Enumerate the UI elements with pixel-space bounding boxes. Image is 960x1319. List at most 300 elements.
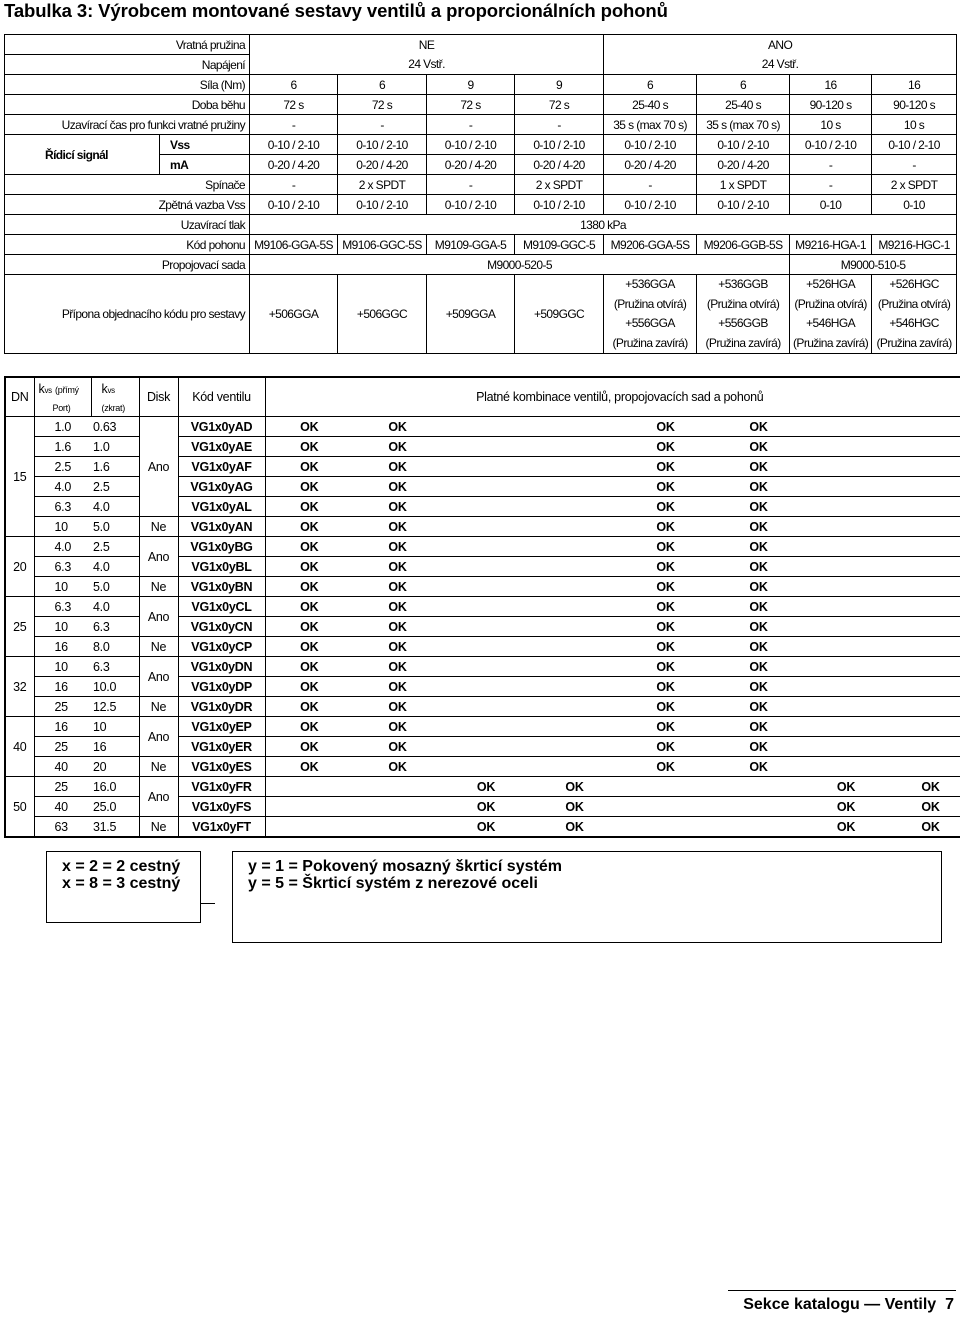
- combo-cell: OK: [265, 637, 353, 657]
- order-suffix-line: +526HGA: [806, 277, 855, 291]
- valve-row: [5, 697, 960, 717]
- close-time-value: 10 s: [872, 115, 957, 135]
- spring-no: NE: [250, 35, 604, 55]
- label-vss: Vss: [160, 135, 250, 155]
- kvs-port-value: 2.5: [34, 457, 91, 477]
- kvs-port-value: 1.0: [34, 417, 91, 437]
- combo-cell: [530, 437, 619, 457]
- combo-cell: [887, 517, 960, 537]
- kvs-bypass-value: 10: [91, 717, 139, 737]
- force-value: 9: [515, 75, 604, 95]
- combo-cell: [530, 457, 619, 477]
- combo-cell: OK: [353, 517, 442, 537]
- valve-code: VG1x0yFR: [178, 777, 265, 797]
- force-value: 9: [427, 75, 515, 95]
- combo-cell: OK: [265, 417, 353, 437]
- combo-cell: OK: [353, 437, 442, 457]
- kvs-bypass-value: 12.5: [91, 697, 139, 717]
- switch-value: 1 x SPDT: [697, 175, 790, 195]
- header-combinations: Platné kombinace ventilů, propojovacích sad a pohonů: [265, 377, 960, 417]
- switch-value: 2 x SPDT: [338, 175, 427, 195]
- combo-cell: [805, 697, 887, 717]
- combo-cell: [805, 417, 887, 437]
- valve-code: VG1x0yAN: [178, 517, 265, 537]
- order-suffix-line: (Pružina otvírá): [613, 296, 687, 311]
- header-valve-code: Kód ventilu: [178, 377, 265, 417]
- header-dn: DN: [5, 377, 34, 417]
- switch-value: -: [790, 175, 872, 195]
- combo-cell: OK: [353, 717, 442, 737]
- combo-cell: OK: [265, 537, 353, 557]
- close-time-value: -: [427, 115, 515, 135]
- combo-cell: [805, 657, 887, 677]
- order-suffix-line: (Pružina zavírá): [876, 335, 952, 350]
- switch-value: -: [427, 175, 515, 195]
- order-suffix-multi: [790, 275, 872, 354]
- kvs-bypass-value: 20: [91, 757, 139, 777]
- actuator-spec-table: [4, 34, 957, 354]
- combo-cell: [887, 457, 960, 477]
- combo-cell: OK: [442, 797, 530, 817]
- combo-cell: [442, 637, 530, 657]
- kvs-port-value: 6.3: [34, 557, 91, 577]
- combo-cell: OK: [619, 617, 712, 637]
- combo-cell: [619, 777, 712, 797]
- spec-row: [5, 35, 957, 55]
- kvs-k: k: [38, 382, 45, 396]
- combo-cell: OK: [265, 737, 353, 757]
- combo-cell: [805, 437, 887, 457]
- combo-cell: [887, 477, 960, 497]
- label-switch: Spínače: [5, 175, 250, 195]
- kvs-bypass-value: 5.0: [91, 577, 139, 597]
- combo-cell: [805, 757, 887, 777]
- order-suffix-multi: [872, 275, 957, 354]
- combo-cell: [619, 797, 712, 817]
- valve-combination-table: [4, 376, 960, 838]
- combo-cell: [442, 717, 530, 737]
- combo-cell: [887, 557, 960, 577]
- run-time-value: 25-40 s: [604, 95, 697, 115]
- spec-row: [5, 115, 957, 135]
- combo-cell: OK: [265, 597, 353, 617]
- combo-cell: OK: [353, 537, 442, 557]
- combo-cell: OK: [619, 457, 712, 477]
- spec-row: [5, 75, 957, 95]
- combo-cell: [442, 477, 530, 497]
- combo-cell: OK: [712, 737, 805, 757]
- combo-cell: [805, 557, 887, 577]
- vss-value: 0-10 / 2-10: [338, 135, 427, 155]
- combo-cell: [805, 537, 887, 557]
- combo-cell: OK: [619, 717, 712, 737]
- spec-row: [5, 255, 957, 275]
- order-suffix: +506GGA: [250, 275, 338, 354]
- order-suffix-line: +536GGB: [718, 277, 768, 291]
- order-suffix-multi: [604, 275, 697, 354]
- footer-rule: [728, 1290, 956, 1291]
- disk-ne: Ne: [139, 577, 178, 597]
- legend-y2: y = 5 = Škrticí systém z nerezové oceli: [248, 875, 538, 892]
- actuator-code-value: M9206-GGB-5S: [697, 235, 790, 255]
- combo-cell: [887, 437, 960, 457]
- order-suffix-line: (Pružina zavírá): [705, 335, 781, 350]
- close-time-value: -: [250, 115, 338, 135]
- combo-cell: [805, 717, 887, 737]
- disk-ano: Ano: [139, 537, 178, 577]
- combo-cell: OK: [353, 677, 442, 697]
- power-no: 24 Vstř.: [250, 55, 604, 75]
- combo-cell: [530, 517, 619, 537]
- actuator-code-value: M9109-GGC-5: [515, 235, 604, 255]
- valve-row: [5, 637, 960, 657]
- combo-cell: [887, 697, 960, 717]
- combo-cell: [530, 637, 619, 657]
- actuator-code-value: M9216-HGA-1: [790, 235, 872, 255]
- ma-value: 0-20 / 4-20: [515, 155, 604, 175]
- footer: [743, 1296, 954, 1314]
- ma-value: 0-20 / 4-20: [604, 155, 697, 175]
- ma-value: 0-20 / 4-20: [250, 155, 338, 175]
- combo-cell: [887, 637, 960, 657]
- combo-cell: OK: [265, 457, 353, 477]
- kvs-port-value: 16: [34, 677, 91, 697]
- combo-cell: [887, 537, 960, 557]
- combo-cell: OK: [712, 637, 805, 657]
- link-kit-a: M9000-520-5: [250, 255, 790, 275]
- kvs-bypass-value: 25.0: [91, 797, 139, 817]
- valve-row: [5, 597, 960, 617]
- combo-cell: OK: [712, 657, 805, 677]
- label-spring: Vratná pružina: [5, 35, 250, 55]
- order-suffix-line: +546HGC: [889, 316, 939, 330]
- combo-cell: [530, 417, 619, 437]
- kvs-bypass-value: 4.0: [91, 497, 139, 517]
- feedback-value: 0-10: [790, 195, 872, 215]
- combo-cell: [442, 657, 530, 677]
- combo-cell: [805, 637, 887, 657]
- combo-cell: OK: [619, 577, 712, 597]
- order-suffix-line: (Pružina otvírá): [877, 296, 951, 311]
- combo-cell: [442, 677, 530, 697]
- combo-cell: [805, 517, 887, 537]
- kvs-port-value: 40: [34, 797, 91, 817]
- force-value: 6: [604, 75, 697, 95]
- combo-cell: [442, 597, 530, 617]
- combo-cell: OK: [353, 617, 442, 637]
- feedback-value: 0-10 / 2-10: [427, 195, 515, 215]
- dn-value: 50: [5, 777, 34, 838]
- label-link-kit: Propojovací sada: [5, 255, 250, 275]
- kvs-bypass-value: 5.0: [91, 517, 139, 537]
- footer-section: Sekce katalogu — Ventily: [743, 1296, 937, 1313]
- combo-cell: OK: [712, 497, 805, 517]
- combo-cell: [530, 577, 619, 597]
- combo-cell: OK: [265, 657, 353, 677]
- kvs-port-value: 10: [34, 617, 91, 637]
- disk-ano: Ano: [139, 657, 178, 697]
- combo-cell: [442, 737, 530, 757]
- valve-code: VG1x0yFS: [178, 797, 265, 817]
- kvs-note2: Port): [52, 403, 71, 413]
- header-kvs-bypass: [91, 377, 139, 417]
- valve-row: [5, 777, 960, 797]
- valve-code: VG1x0yAE: [178, 437, 265, 457]
- order-suffix: +506GGC: [338, 275, 427, 354]
- combo-cell: OK: [805, 817, 887, 838]
- kvs-port-value: 25: [34, 737, 91, 757]
- combo-cell: [442, 537, 530, 557]
- label-power: Napájení: [5, 55, 250, 75]
- combo-cell: [805, 457, 887, 477]
- disk-ano: Ano: [139, 717, 178, 757]
- order-suffix-line: +556GGB: [718, 316, 768, 330]
- combo-cell: [887, 417, 960, 437]
- close-time-value: -: [515, 115, 604, 135]
- combo-cell: OK: [530, 817, 619, 838]
- disk-ano: Ano: [139, 777, 178, 817]
- combo-cell: OK: [265, 757, 353, 777]
- combo-cell: [265, 777, 353, 797]
- combo-cell: [805, 677, 887, 697]
- kvs-note3: (zkrat): [101, 403, 125, 413]
- valve-code: VG1x0yAG: [178, 477, 265, 497]
- valve-code: VG1x0yDN: [178, 657, 265, 677]
- combo-cell: OK: [712, 757, 805, 777]
- combo-cell: OK: [712, 597, 805, 617]
- valve-code: VG1x0yCL: [178, 597, 265, 617]
- pressure-value: 1380 kPa: [250, 215, 957, 235]
- kvs-sub: vs: [44, 386, 52, 395]
- switch-value: 2 x SPDT: [872, 175, 957, 195]
- kvs-bypass-value: 10.0: [91, 677, 139, 697]
- force-value: 6: [697, 75, 790, 95]
- vss-value: 0-10 / 2-10: [697, 135, 790, 155]
- run-time-value: 72 s: [515, 95, 604, 115]
- kvs-port-value: 25: [34, 777, 91, 797]
- valve-code: VG1x0yDP: [178, 677, 265, 697]
- combo-cell: OK: [712, 437, 805, 457]
- vss-value: 0-10 / 2-10: [872, 135, 957, 155]
- combo-cell: [442, 697, 530, 717]
- disk-ne: Ne: [139, 757, 178, 777]
- combo-cell: OK: [353, 457, 442, 477]
- combo-cell: OK: [265, 477, 353, 497]
- kvs-bypass-value: 8.0: [91, 637, 139, 657]
- combo-cell: [530, 697, 619, 717]
- kvs-port-value: 10: [34, 657, 91, 677]
- run-time-value: 72 s: [338, 95, 427, 115]
- kvs-k: k: [101, 382, 108, 396]
- ma-value: 0-20 / 4-20: [697, 155, 790, 175]
- valve-row: [5, 577, 960, 597]
- legend-connector: [201, 851, 233, 903]
- valve-code: VG1x0yAF: [178, 457, 265, 477]
- valve-code: VG1x0yBG: [178, 537, 265, 557]
- actuator-code-value: M9106-GGA-5S: [250, 235, 338, 255]
- dn-value: 15: [5, 417, 34, 537]
- combo-cell: OK: [442, 817, 530, 838]
- combo-cell: [530, 557, 619, 577]
- combo-cell: [887, 497, 960, 517]
- kvs-sub: vs: [107, 386, 115, 395]
- combo-cell: [887, 737, 960, 757]
- force-value: 6: [338, 75, 427, 95]
- combo-cell: OK: [619, 697, 712, 717]
- combo-cell: [353, 817, 442, 838]
- combo-cell: [530, 757, 619, 777]
- kvs-bypass-value: 6.3: [91, 657, 139, 677]
- kvs-port-value: 10: [34, 577, 91, 597]
- label-order-suffix: Přípona objednacího kódu pro sestavy: [5, 275, 250, 354]
- combo-cell: OK: [619, 497, 712, 517]
- combo-cell: OK: [619, 597, 712, 617]
- page-number: 7: [945, 1296, 954, 1313]
- kvs-bypass-value: 1.6: [91, 457, 139, 477]
- spec-row: [5, 95, 957, 115]
- run-time-value: 90-120 s: [790, 95, 872, 115]
- combo-cell: OK: [805, 797, 887, 817]
- order-suffix-line: (Pružina otvírá): [794, 296, 867, 311]
- legend-y1: y = 1 = Pokovený mosazný škrticí systém: [248, 858, 562, 875]
- combo-cell: OK: [712, 577, 805, 597]
- combo-cell: [530, 677, 619, 697]
- dn-value: 20: [5, 537, 34, 597]
- combo-cell: [887, 677, 960, 697]
- spec-row: [5, 175, 957, 195]
- combo-cell: OK: [712, 417, 805, 437]
- combo-cell: OK: [265, 437, 353, 457]
- spec-row: [5, 235, 957, 255]
- run-time-value: 72 s: [427, 95, 515, 115]
- valve-header-row: [5, 377, 960, 417]
- legend-x-box: [46, 851, 201, 923]
- combo-cell: OK: [619, 437, 712, 457]
- combo-cell: OK: [265, 697, 353, 717]
- feedback-value: 0-10 / 2-10: [250, 195, 338, 215]
- combo-cell: OK: [530, 797, 619, 817]
- combo-cell: [265, 797, 353, 817]
- valve-row: [5, 657, 960, 677]
- kvs-port-value: 40: [34, 757, 91, 777]
- label-control-signal: Řídicí signál: [5, 135, 160, 175]
- combo-cell: OK: [619, 557, 712, 577]
- combo-cell: OK: [712, 557, 805, 577]
- kvs-port-value: 25: [34, 697, 91, 717]
- combo-cell: OK: [265, 617, 353, 637]
- label-force: Síla (Nm): [5, 75, 250, 95]
- combo-cell: OK: [265, 517, 353, 537]
- valve-code: VG1x0yBL: [178, 557, 265, 577]
- switch-value: 2 x SPDT: [515, 175, 604, 195]
- combo-cell: OK: [353, 737, 442, 757]
- kvs-port-value: 6.3: [34, 497, 91, 517]
- combo-cell: [805, 497, 887, 517]
- combo-cell: OK: [353, 477, 442, 497]
- combo-cell: OK: [265, 557, 353, 577]
- order-suffix-line: +526HGC: [889, 277, 939, 291]
- combo-cell: [887, 597, 960, 617]
- actuator-code-value: M9206-GGA-5S: [604, 235, 697, 255]
- combo-cell: OK: [353, 637, 442, 657]
- combo-cell: OK: [265, 577, 353, 597]
- vss-value: 0-10 / 2-10: [250, 135, 338, 155]
- label-close-time: Uzavírací čas pro funkci vratné pružiny: [5, 115, 250, 135]
- label-feedback: Zpětná vazba Vss: [5, 195, 250, 215]
- combo-cell: [805, 477, 887, 497]
- combo-cell: [887, 657, 960, 677]
- combo-cell: OK: [619, 677, 712, 697]
- disk-ne: Ne: [139, 517, 178, 537]
- order-suffix-line: (Pružina otvírá): [706, 296, 780, 311]
- combo-cell: OK: [619, 537, 712, 557]
- combo-cell: OK: [712, 457, 805, 477]
- actuator-code-value: M9216-HGC-1: [872, 235, 957, 255]
- combo-cell: OK: [353, 417, 442, 437]
- dn-value: 32: [5, 657, 34, 717]
- label-pressure: Uzavírací tlak: [5, 215, 250, 235]
- combo-cell: [805, 617, 887, 637]
- combo-cell: [712, 777, 805, 797]
- kvs-bypass-value: 2.5: [91, 477, 139, 497]
- close-time-value: 35 s (max 70 s): [697, 115, 790, 135]
- combo-cell: OK: [619, 417, 712, 437]
- page-title: Tabulka 3: Výrobcem montované sestavy ventilů a proporcionálních pohonů: [4, 0, 668, 21]
- combo-cell: [442, 557, 530, 577]
- kvs-bypass-value: 16.0: [91, 777, 139, 797]
- kvs-port-value: 16: [34, 717, 91, 737]
- combo-cell: [442, 497, 530, 517]
- vss-value: 0-10 / 2-10: [790, 135, 872, 155]
- combo-cell: OK: [265, 497, 353, 517]
- feedback-value: 0-10 / 2-10: [604, 195, 697, 215]
- combo-cell: OK: [712, 697, 805, 717]
- combo-cell: [887, 757, 960, 777]
- disk-ne: Ne: [139, 637, 178, 657]
- combo-cell: OK: [887, 777, 960, 797]
- combo-cell: OK: [442, 777, 530, 797]
- combo-cell: OK: [619, 517, 712, 537]
- feedback-value: 0-10 / 2-10: [338, 195, 427, 215]
- combo-cell: [442, 517, 530, 537]
- combo-cell: [265, 817, 353, 838]
- valve-code: VG1x0yEP: [178, 717, 265, 737]
- feedback-value: 0-10: [872, 195, 957, 215]
- valve-code: VG1x0yAL: [178, 497, 265, 517]
- dn-value: 25: [5, 597, 34, 657]
- header-disk: Disk: [139, 377, 178, 417]
- combo-cell: OK: [265, 677, 353, 697]
- valve-code: VG1x0yCN: [178, 617, 265, 637]
- combo-cell: OK: [265, 717, 353, 737]
- header-kvs-port: [34, 377, 91, 417]
- combo-cell: OK: [353, 577, 442, 597]
- combo-cell: [712, 817, 805, 838]
- kvs-port-value: 16: [34, 637, 91, 657]
- combo-cell: [442, 757, 530, 777]
- combo-cell: [887, 717, 960, 737]
- vss-value: 0-10 / 2-10: [427, 135, 515, 155]
- spec-row: [5, 135, 957, 155]
- combo-cell: OK: [805, 777, 887, 797]
- dn-value: 40: [5, 717, 34, 777]
- combo-cell: [442, 417, 530, 437]
- combo-cell: OK: [353, 697, 442, 717]
- kvs-port-value: 1.6: [34, 437, 91, 457]
- switch-value: -: [250, 175, 338, 195]
- feedback-value: 0-10 / 2-10: [697, 195, 790, 215]
- force-value: 16: [872, 75, 957, 95]
